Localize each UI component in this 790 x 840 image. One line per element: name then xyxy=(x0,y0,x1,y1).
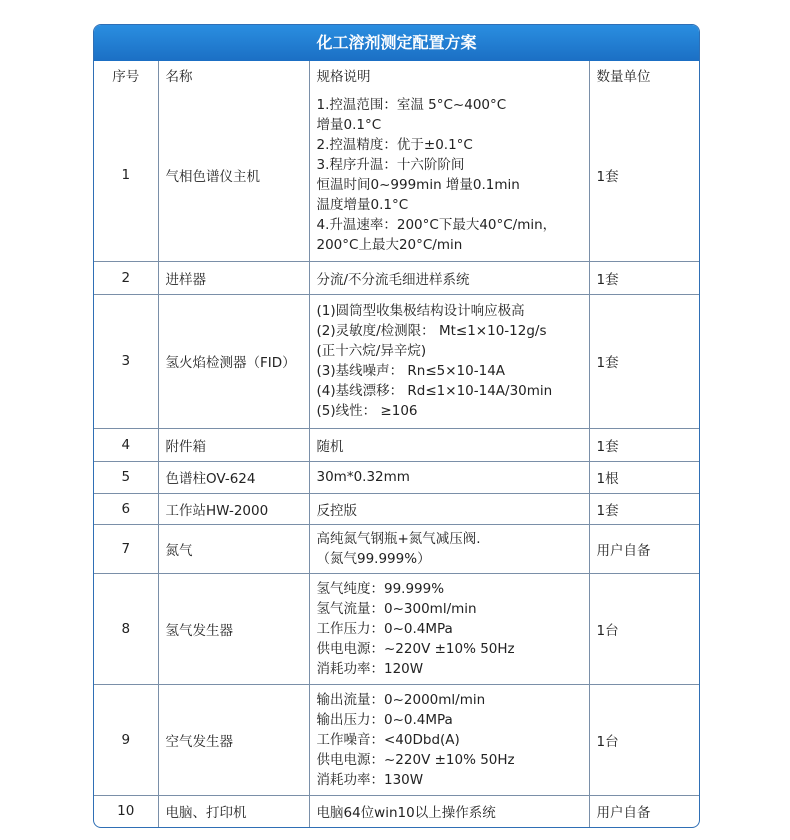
header-row xyxy=(94,61,699,89)
row-qty: 用户自备 xyxy=(589,524,699,573)
row-no: 8 xyxy=(94,573,158,684)
row-spec: 输出流量：0~2000ml/min 输出压力：0~0.4MPa 工作噪音：<40Dbd(A) 供电电源：~220V ±10% 50Hz 消耗功率：130W xyxy=(309,684,589,795)
row-no: 3 xyxy=(94,294,158,428)
config-table-panel xyxy=(93,24,700,828)
row-spec: 随机 xyxy=(309,428,589,461)
row-spec: (1)圆筒型收集极结构设计响应极高 (2)灵敏度/检测限： Mt≤1×10-12g/s (正十六烷/异辛烷) (3)基线噪声： Rn≤5×10-14A (4)基线漂移： Rd≤1×10-14A/30min (5)线性： ≥106 xyxy=(309,294,589,428)
table-row xyxy=(94,493,699,524)
row-qty: 1台 xyxy=(589,684,699,795)
header-name: 名称 xyxy=(158,61,309,89)
table-row xyxy=(94,524,699,573)
table-row xyxy=(94,684,699,795)
row-spec: 30m*0.32mm xyxy=(309,461,589,493)
row-qty: 1套 xyxy=(589,261,699,294)
row-name: 附件箱 xyxy=(158,428,309,461)
row-no: 9 xyxy=(94,684,158,795)
row-spec: 1.控温范围：室温 5°C~400°C 增量0.1°C 2.控温精度：优于±0.1°C 3.程序升温：十六阶阶间 恒温时间0~999min 增量0.1min 温度增量0.1°C 4.升温速率：200°C下最大40°C/min， 200°C上最大20°C/min xyxy=(309,89,589,261)
config-table xyxy=(94,61,699,827)
table-row xyxy=(94,89,699,261)
table-row xyxy=(94,261,699,294)
row-spec: 电脑64位win10以上操作系统 xyxy=(309,795,589,827)
header-spec: 规格说明 xyxy=(309,61,589,89)
row-no: 7 xyxy=(94,524,158,573)
row-no: 6 xyxy=(94,493,158,524)
table-row xyxy=(94,428,699,461)
row-no: 10 xyxy=(94,795,158,827)
row-name: 氢火焰检测器（FID） xyxy=(158,294,309,428)
row-name: 气相色谱仪主机 xyxy=(158,89,309,261)
table-row xyxy=(94,461,699,493)
row-name: 空气发生器 xyxy=(158,684,309,795)
row-name: 色谱柱OV-624 xyxy=(158,461,309,493)
row-qty: 1套 xyxy=(589,89,699,261)
row-qty: 1根 xyxy=(589,461,699,493)
table-row xyxy=(94,795,699,827)
row-name: 氢气发生器 xyxy=(158,573,309,684)
row-qty: 用户自备 xyxy=(596,805,651,822)
row-spec: 高纯氮气钢瓶+氮气减压阀. （氮气99.999%） xyxy=(309,524,589,573)
row-name: 工作站HW-2000 xyxy=(158,493,309,524)
row-no: 5 xyxy=(94,461,158,493)
row-no: 4 xyxy=(94,428,158,461)
row-no: 2 xyxy=(94,261,158,294)
row-spec: 反控版 xyxy=(309,493,589,524)
row-qty: 1套 xyxy=(589,294,699,428)
row-spec: 分流/不分流毛细进样系统 xyxy=(309,261,589,294)
header-no: 序号 xyxy=(94,61,158,89)
row-qty: 1台 xyxy=(589,573,699,684)
table-title: 化工溶剂测定配置方案 xyxy=(94,25,699,61)
table-row xyxy=(94,294,699,428)
row-name: 氮气 xyxy=(158,524,309,573)
row-name: 电脑、打印机 xyxy=(158,795,309,827)
row-spec: 氢气纯度：99.999% 氢气流量：0~300ml/min 工作压力：0~0.4MPa 供电电源：~220V ±10% 50Hz 消耗功率：120W xyxy=(309,573,589,684)
row-qty: 1套 xyxy=(589,493,699,524)
header-qty: 数量单位 xyxy=(596,69,651,85)
table-row xyxy=(94,573,699,684)
row-qty: 1套 xyxy=(589,428,699,461)
row-name: 进样器 xyxy=(158,261,309,294)
row-no: 1 xyxy=(94,89,158,261)
